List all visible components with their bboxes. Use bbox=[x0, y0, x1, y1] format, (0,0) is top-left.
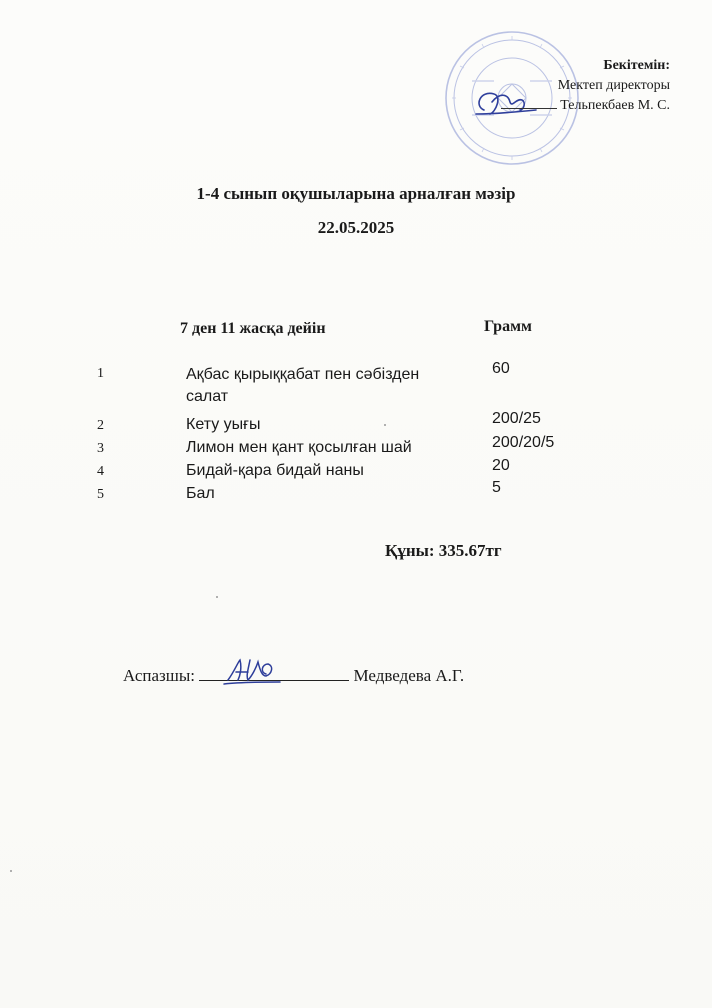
dish-name-line2: салат bbox=[186, 388, 229, 405]
gram-value: 60 bbox=[492, 360, 510, 377]
row-number: 4 bbox=[97, 464, 104, 479]
dish-name-line1: Ақбас қырыққабат пен сәбізден bbox=[186, 366, 420, 383]
approval-name bbox=[501, 96, 670, 116]
dish-name: Кету уығы bbox=[186, 416, 261, 433]
dish-name: Бал bbox=[186, 485, 215, 502]
scan-speck bbox=[10, 870, 12, 872]
gram-value: 200/25 bbox=[492, 410, 541, 427]
row-number: 5 bbox=[97, 487, 104, 502]
dish-name: Бидай-қара бидай наны bbox=[186, 462, 364, 479]
menu-price: Құны: 335.67тг bbox=[385, 541, 502, 560]
menu-date: 22.05.2025 bbox=[317, 218, 395, 237]
scan-speck bbox=[216, 596, 218, 598]
gram-column-header: Грамм bbox=[484, 318, 532, 335]
page-title: 1-4 сынып оқушыларына арналған мәзір bbox=[196, 184, 516, 203]
gram-value: 200/20/5 bbox=[492, 434, 555, 451]
cook-name: Медведева А.Г. bbox=[353, 666, 465, 685]
approval-position: Мектеп директоры bbox=[557, 78, 670, 93]
approval-sign-line bbox=[501, 96, 557, 109]
cook-signature-block bbox=[123, 664, 464, 686]
approval-block bbox=[501, 56, 670, 116]
row-number: 1 bbox=[97, 366, 104, 381]
row-number: 2 bbox=[97, 418, 104, 433]
cook-label: Аспазшы: bbox=[123, 666, 195, 685]
row-number: 3 bbox=[97, 441, 104, 456]
gram-value: 20 bbox=[492, 457, 510, 474]
approval-name-text: Тельпекбаев М. С. bbox=[560, 98, 670, 113]
gram-value: 5 bbox=[492, 479, 501, 496]
approval-title: Бекітемін: bbox=[603, 58, 670, 73]
dish-name: Лимон мен қант қосылған шай bbox=[186, 439, 412, 456]
age-column-header: 7 ден 11 жасқа дейін bbox=[180, 320, 326, 337]
dish-name bbox=[186, 364, 486, 408]
cook-signature bbox=[222, 654, 282, 690]
scan-speck bbox=[384, 424, 386, 426]
